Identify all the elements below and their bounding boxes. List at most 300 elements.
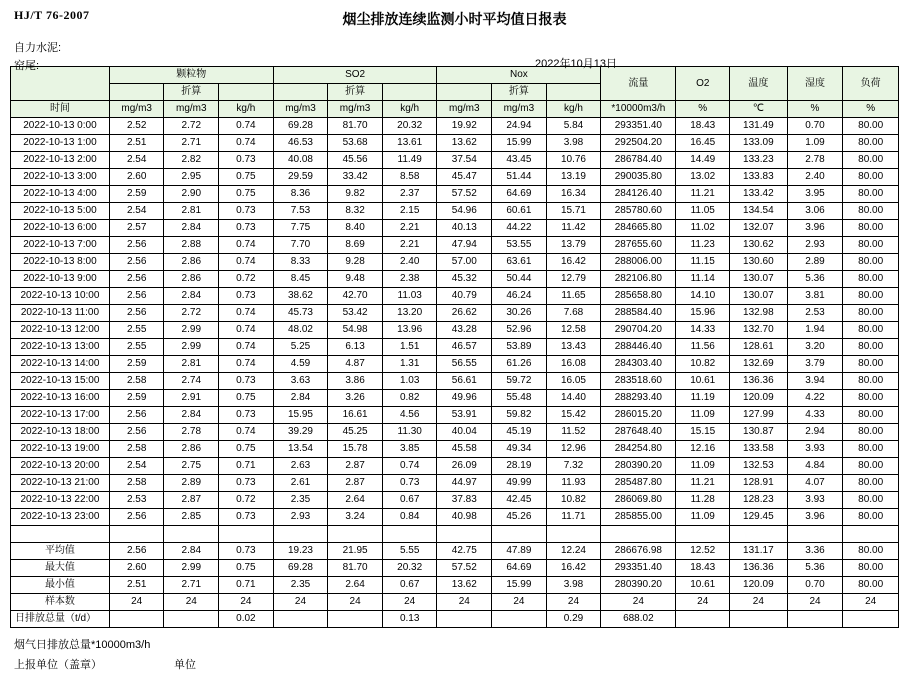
cell-value: 44.22 — [492, 220, 547, 237]
cell-value: 2.58 — [109, 441, 164, 458]
kiln-label: 窑尾: — [14, 60, 40, 72]
cell-value: 134.54 — [730, 203, 788, 220]
spacer-cell — [601, 526, 676, 543]
cell-value: 130.87 — [730, 424, 788, 441]
company-label: 自力水泥: — [14, 42, 62, 54]
cell-value: 13.54 — [273, 441, 328, 458]
cell-value: 47.94 — [437, 237, 492, 254]
cell-value: 2.35 — [273, 492, 328, 509]
cell-value: 80.00 — [843, 322, 899, 339]
cell-value: 11.09 — [676, 458, 730, 475]
cell-value: 3.06 — [787, 203, 843, 220]
summary-value: 81.70 — [328, 560, 383, 577]
cell-value: 2.90 — [164, 186, 219, 203]
cell-value: 53.89 — [492, 339, 547, 356]
cell-value: 80.00 — [843, 373, 899, 390]
table-row — [11, 203, 899, 220]
table-row — [11, 509, 899, 526]
cell-value: 8.33 — [273, 254, 328, 271]
cell-value: 286784.40 — [601, 152, 676, 169]
cell-value: 45.19 — [492, 424, 547, 441]
sub-header-nox-blank — [437, 84, 492, 101]
cell-value: 11.14 — [676, 271, 730, 288]
cell-value: 2.93 — [273, 509, 328, 526]
cell-value: 1.51 — [382, 339, 437, 356]
cell-value: 57.00 — [437, 254, 492, 271]
cell-value: 45.47 — [437, 169, 492, 186]
summary-value: 2.84 — [164, 543, 219, 560]
cell-value: 80.00 — [843, 492, 899, 509]
cell-value: 2.81 — [164, 203, 219, 220]
cell-value: 3.20 — [787, 339, 843, 356]
page-title: 烟尘排放连续监测小时平均值日报表 — [342, 11, 567, 27]
cell-value: 127.99 — [730, 407, 788, 424]
cell-time: 2022-10-13 9:00 — [11, 271, 110, 288]
cell-value: 6.13 — [328, 339, 383, 356]
cell-value: 2.38 — [382, 271, 437, 288]
cell-time: 2022-10-13 17:00 — [11, 407, 110, 424]
cell-value: 3.79 — [787, 356, 843, 373]
cell-value: 285780.60 — [601, 203, 676, 220]
summary-value: 0.29 — [546, 611, 601, 628]
cell-value: 2.82 — [164, 152, 219, 169]
cell-value: 2.55 — [109, 322, 164, 339]
sub-header-nox-blank2 — [546, 84, 601, 101]
cell-value: 5.36 — [787, 271, 843, 288]
cell-value: 15.15 — [676, 424, 730, 441]
cell-value: 2.89 — [787, 254, 843, 271]
sub-header-particulate-blank2 — [219, 84, 274, 101]
cell-value: 45.32 — [437, 271, 492, 288]
cell-value: 37.83 — [437, 492, 492, 509]
table-row — [11, 322, 899, 339]
cell-value: 12.16 — [676, 441, 730, 458]
cell-value: 2.84 — [164, 220, 219, 237]
cell-value: 13.62 — [437, 135, 492, 152]
cell-value: 38.62 — [273, 288, 328, 305]
cell-value: 128.23 — [730, 492, 788, 509]
summary-label: 样本数 — [11, 594, 110, 611]
cell-value: 284665.80 — [601, 220, 676, 237]
cell-value: 0.73 — [219, 475, 274, 492]
cell-value: 49.34 — [492, 441, 547, 458]
cell-value: 2.56 — [109, 305, 164, 322]
summary-value: 24 — [109, 594, 164, 611]
cell-value: 129.45 — [730, 509, 788, 526]
cell-value: 3.24 — [328, 509, 383, 526]
summary-value: 80.00 — [843, 543, 899, 560]
cell-value: 0.74 — [219, 135, 274, 152]
cell-value: 288584.40 — [601, 305, 676, 322]
cell-value: 0.72 — [219, 271, 274, 288]
cell-value: 3.26 — [328, 390, 383, 407]
cell-time: 2022-10-13 22:00 — [11, 492, 110, 509]
cell-value: 80.00 — [843, 475, 899, 492]
cell-time: 2022-10-13 13:00 — [11, 339, 110, 356]
cell-value: 7.70 — [273, 237, 328, 254]
cell-value: 3.81 — [787, 288, 843, 305]
cell-value: 16.61 — [328, 407, 383, 424]
cell-value: 0.74 — [382, 458, 437, 475]
cell-value: 2.53 — [787, 305, 843, 322]
cell-value: 0.82 — [382, 390, 437, 407]
summary-value: 0.02 — [219, 611, 274, 628]
table-row — [11, 339, 899, 356]
cell-time: 2022-10-13 10:00 — [11, 288, 110, 305]
table-row — [11, 186, 899, 203]
cell-value: 2.72 — [164, 305, 219, 322]
cell-value: 133.09 — [730, 135, 788, 152]
summary-value: 120.09 — [730, 577, 788, 594]
summary-value: 64.69 — [492, 560, 547, 577]
table-head — [11, 67, 899, 118]
cell-value: 293351.40 — [601, 118, 676, 135]
cell-value: 10.61 — [676, 373, 730, 390]
summary-value: 5.36 — [787, 560, 843, 577]
cell-time: 2022-10-13 4:00 — [11, 186, 110, 203]
summary-value: 24 — [843, 594, 899, 611]
unit-particulate-conc: mg/m3 — [109, 101, 164, 118]
cell-value: 2.78 — [787, 152, 843, 169]
cell-value: 2.64 — [328, 492, 383, 509]
cell-value: 40.79 — [437, 288, 492, 305]
summary-value: 12.24 — [546, 543, 601, 560]
sub-header-so2-blank — [273, 84, 328, 101]
cell-value: 0.74 — [219, 322, 274, 339]
cell-value: 60.61 — [492, 203, 547, 220]
cell-value: 0.72 — [219, 492, 274, 509]
summary-value: 24 — [164, 594, 219, 611]
cell-value: 287648.40 — [601, 424, 676, 441]
cell-value: 130.07 — [730, 288, 788, 305]
group-header-row — [11, 67, 899, 84]
summary-row — [11, 594, 899, 611]
cell-value: 286015.20 — [601, 407, 676, 424]
cell-value: 132.53 — [730, 458, 788, 475]
cell-value: 13.43 — [546, 339, 601, 356]
cell-value: 18.43 — [676, 118, 730, 135]
cell-value: 28.19 — [492, 458, 547, 475]
cell-value: 40.04 — [437, 424, 492, 441]
cell-value: 13.20 — [382, 305, 437, 322]
cell-value: 33.42 — [328, 169, 383, 186]
table-row — [11, 135, 899, 152]
summary-value: 16.42 — [546, 560, 601, 577]
summary-value: 2.35 — [273, 577, 328, 594]
meta-row — [10, 39, 899, 72]
unit-flow: *10000m3/h — [601, 101, 676, 118]
cell-value: 80.00 — [843, 339, 899, 356]
unit-o2: % — [676, 101, 730, 118]
summary-value: 24 — [546, 594, 601, 611]
table-body — [11, 118, 899, 628]
summary-value: 24 — [730, 594, 788, 611]
cell-value: 0.73 — [219, 373, 274, 390]
cell-time: 2022-10-13 14:00 — [11, 356, 110, 373]
cell-value: 2.71 — [164, 135, 219, 152]
summary-row — [11, 577, 899, 594]
summary-value: 12.52 — [676, 543, 730, 560]
cell-value: 130.60 — [730, 254, 788, 271]
cell-value: 11.15 — [676, 254, 730, 271]
cell-value: 2.63 — [273, 458, 328, 475]
cell-value: 4.33 — [787, 407, 843, 424]
cell-value: 8.69 — [328, 237, 383, 254]
cell-value: 133.23 — [730, 152, 788, 169]
cell-value: 80.00 — [843, 424, 899, 441]
cell-value: 80.00 — [843, 254, 899, 271]
cell-value: 3.94 — [787, 373, 843, 390]
summary-value: 24 — [437, 594, 492, 611]
cell-value: 0.75 — [219, 390, 274, 407]
cell-value: 0.75 — [219, 441, 274, 458]
cell-value: 0.84 — [382, 509, 437, 526]
table-row — [11, 407, 899, 424]
cell-value: 10.82 — [676, 356, 730, 373]
cell-value: 11.49 — [382, 152, 437, 169]
cell-value: 42.45 — [492, 492, 547, 509]
cell-value: 2.61 — [273, 475, 328, 492]
summary-value: 0.75 — [219, 560, 274, 577]
summary-label: 最小值 — [11, 577, 110, 594]
cell-value: 3.93 — [787, 492, 843, 509]
summary-value: 2.56 — [109, 543, 164, 560]
cell-value: 2.74 — [164, 373, 219, 390]
summary-label: 日排放总量（t/d） — [11, 611, 110, 628]
cell-value: 11.03 — [382, 288, 437, 305]
cell-value: 2.85 — [164, 509, 219, 526]
cell-value: 80.00 — [843, 203, 899, 220]
summary-value: 20.32 — [382, 560, 437, 577]
cell-value: 80.00 — [843, 509, 899, 526]
cell-value: 45.73 — [273, 305, 328, 322]
cell-value: 2.56 — [109, 271, 164, 288]
cell-value: 46.57 — [437, 339, 492, 356]
cell-value: 4.56 — [382, 407, 437, 424]
cell-value: 2.95 — [164, 169, 219, 186]
spacer-row — [11, 526, 899, 543]
cell-value: 2.51 — [109, 135, 164, 152]
cell-value: 133.58 — [730, 441, 788, 458]
table-row — [11, 169, 899, 186]
cell-value: 61.26 — [492, 356, 547, 373]
table-row — [11, 271, 899, 288]
cell-value: 40.08 — [273, 152, 328, 169]
cell-value: 133.83 — [730, 169, 788, 186]
table-row — [11, 288, 899, 305]
cell-value: 2.54 — [109, 203, 164, 220]
group-header-flow: 流量 — [601, 67, 676, 101]
cell-value: 120.09 — [730, 390, 788, 407]
cell-value: 43.28 — [437, 322, 492, 339]
cell-value: 0.73 — [219, 203, 274, 220]
cell-value: 284254.80 — [601, 441, 676, 458]
cell-value: 285855.00 — [601, 509, 676, 526]
cell-value: 14.49 — [676, 152, 730, 169]
cell-value: 80.00 — [843, 441, 899, 458]
cell-value: 7.53 — [273, 203, 328, 220]
summary-value: 2.51 — [109, 577, 164, 594]
cell-value: 0.71 — [219, 458, 274, 475]
cell-value: 5.25 — [273, 339, 328, 356]
cell-value: 2.58 — [109, 475, 164, 492]
cell-value: 80.00 — [843, 118, 899, 135]
summary-value: 15.99 — [492, 577, 547, 594]
summary-value: 0.73 — [219, 543, 274, 560]
cell-value: 5.84 — [546, 118, 601, 135]
cell-value: 0.73 — [219, 220, 274, 237]
cell-value: 13.02 — [676, 169, 730, 186]
spacer-cell — [843, 526, 899, 543]
cell-value: 37.54 — [437, 152, 492, 169]
cell-value: 2.93 — [787, 237, 843, 254]
cell-value: 1.03 — [382, 373, 437, 390]
cell-value: 49.96 — [437, 390, 492, 407]
cell-value: 285487.80 — [601, 475, 676, 492]
cell-value: 10.82 — [546, 492, 601, 509]
unit-so2-rate: kg/h — [382, 101, 437, 118]
cell-value: 1.94 — [787, 322, 843, 339]
cell-value: 8.36 — [273, 186, 328, 203]
cell-value: 56.55 — [437, 356, 492, 373]
summary-value: 688.02 — [601, 611, 676, 628]
cell-value: 15.71 — [546, 203, 601, 220]
cell-value: 11.23 — [676, 237, 730, 254]
cell-value: 2.21 — [382, 220, 437, 237]
cell-value: 11.02 — [676, 220, 730, 237]
cell-value: 0.74 — [219, 237, 274, 254]
cell-time: 2022-10-13 16:00 — [11, 390, 110, 407]
cell-value: 3.96 — [787, 509, 843, 526]
unit-header-row — [11, 101, 899, 118]
summary-value: 5.55 — [382, 543, 437, 560]
cell-value: 2.37 — [382, 186, 437, 203]
group-header-temperature: 温度 — [730, 67, 788, 101]
cell-value: 12.96 — [546, 441, 601, 458]
cell-value: 11.05 — [676, 203, 730, 220]
cell-value: 292504.20 — [601, 135, 676, 152]
cell-value: 3.63 — [273, 373, 328, 390]
cell-time: 2022-10-13 11:00 — [11, 305, 110, 322]
cell-value: 53.55 — [492, 237, 547, 254]
cell-value: 49.99 — [492, 475, 547, 492]
cell-value: 2.59 — [109, 186, 164, 203]
cell-value: 3.95 — [787, 186, 843, 203]
sub-header-so2-conv: 折算 — [328, 84, 383, 101]
cell-value: 128.91 — [730, 475, 788, 492]
summary-row — [11, 543, 899, 560]
cell-value: 8.32 — [328, 203, 383, 220]
cell-value: 4.59 — [273, 356, 328, 373]
table-row — [11, 458, 899, 475]
cell-value: 15.78 — [328, 441, 383, 458]
cell-value: 48.02 — [273, 322, 328, 339]
cell-time: 2022-10-13 3:00 — [11, 169, 110, 186]
cell-value: 2.55 — [109, 339, 164, 356]
cell-value: 54.96 — [437, 203, 492, 220]
table-row — [11, 373, 899, 390]
cell-value: 2.56 — [109, 237, 164, 254]
cell-time: 2022-10-13 19:00 — [11, 441, 110, 458]
cell-value: 26.09 — [437, 458, 492, 475]
cell-value: 51.44 — [492, 169, 547, 186]
cell-time: 2022-10-13 7:00 — [11, 237, 110, 254]
summary-value: 24 — [601, 594, 676, 611]
cell-value: 2.57 — [109, 220, 164, 237]
summary-value: 47.89 — [492, 543, 547, 560]
spacer-cell — [109, 526, 164, 543]
cell-value: 80.00 — [843, 220, 899, 237]
cell-value: 53.68 — [328, 135, 383, 152]
cell-value: 2.81 — [164, 356, 219, 373]
cell-value: 63.61 — [492, 254, 547, 271]
cell-value: 288006.00 — [601, 254, 676, 271]
cell-value: 282106.80 — [601, 271, 676, 288]
summary-value: 80.00 — [843, 560, 899, 577]
spacer-cell — [437, 526, 492, 543]
cell-value: 57.52 — [437, 186, 492, 203]
summary-value: 280390.20 — [601, 577, 676, 594]
summary-value: 10.61 — [676, 577, 730, 594]
summary-value: 24 — [219, 594, 274, 611]
group-header-o2: O2 — [676, 67, 730, 101]
unit-temperature: ℃ — [730, 101, 788, 118]
cell-value: 16.08 — [546, 356, 601, 373]
cell-value: 39.29 — [273, 424, 328, 441]
cell-value: 4.07 — [787, 475, 843, 492]
footer-reporting-unit-label: 上报单位（盖章） — [14, 659, 102, 671]
cell-time: 2022-10-13 6:00 — [11, 220, 110, 237]
cell-value: 133.42 — [730, 186, 788, 203]
cell-value: 9.28 — [328, 254, 383, 271]
group-header-so2: SO2 — [273, 67, 437, 84]
spacer-cell — [11, 526, 110, 543]
spacer-cell — [676, 526, 730, 543]
summary-value: 69.28 — [273, 560, 328, 577]
unit-particulate-rate: kg/h — [219, 101, 274, 118]
cell-value: 0.73 — [219, 509, 274, 526]
cell-value: 285658.80 — [601, 288, 676, 305]
spacer-cell — [730, 526, 788, 543]
cell-value: 0.73 — [219, 152, 274, 169]
table-row — [11, 254, 899, 271]
summary-value: 131.17 — [730, 543, 788, 560]
cell-value: 80.00 — [843, 186, 899, 203]
cell-value: 14.40 — [546, 390, 601, 407]
cell-value: 3.96 — [787, 220, 843, 237]
cell-value: 2.56 — [109, 509, 164, 526]
cell-value: 288446.40 — [601, 339, 676, 356]
footer-reporting-unit — [14, 656, 196, 672]
cell-value: 0.74 — [219, 424, 274, 441]
cell-value: 2.60 — [109, 169, 164, 186]
unit-load: % — [843, 101, 899, 118]
cell-value: 80.00 — [843, 169, 899, 186]
report-table — [10, 66, 899, 628]
cell-value: 7.32 — [546, 458, 601, 475]
cell-value: 46.53 — [273, 135, 328, 152]
cell-value: 9.48 — [328, 271, 383, 288]
cell-value: 80.00 — [843, 407, 899, 424]
cell-value: 2.54 — [109, 152, 164, 169]
footer-total-emission: 烟气日排放总量*10000m3/h — [14, 639, 151, 651]
cell-value: 4.22 — [787, 390, 843, 407]
group-header-particulate: 颗粒物 — [109, 67, 273, 84]
cell-value: 46.24 — [492, 288, 547, 305]
cell-value: 24.94 — [492, 118, 547, 135]
summary-value: 0.70 — [787, 577, 843, 594]
summary-value: 286676.98 — [601, 543, 676, 560]
